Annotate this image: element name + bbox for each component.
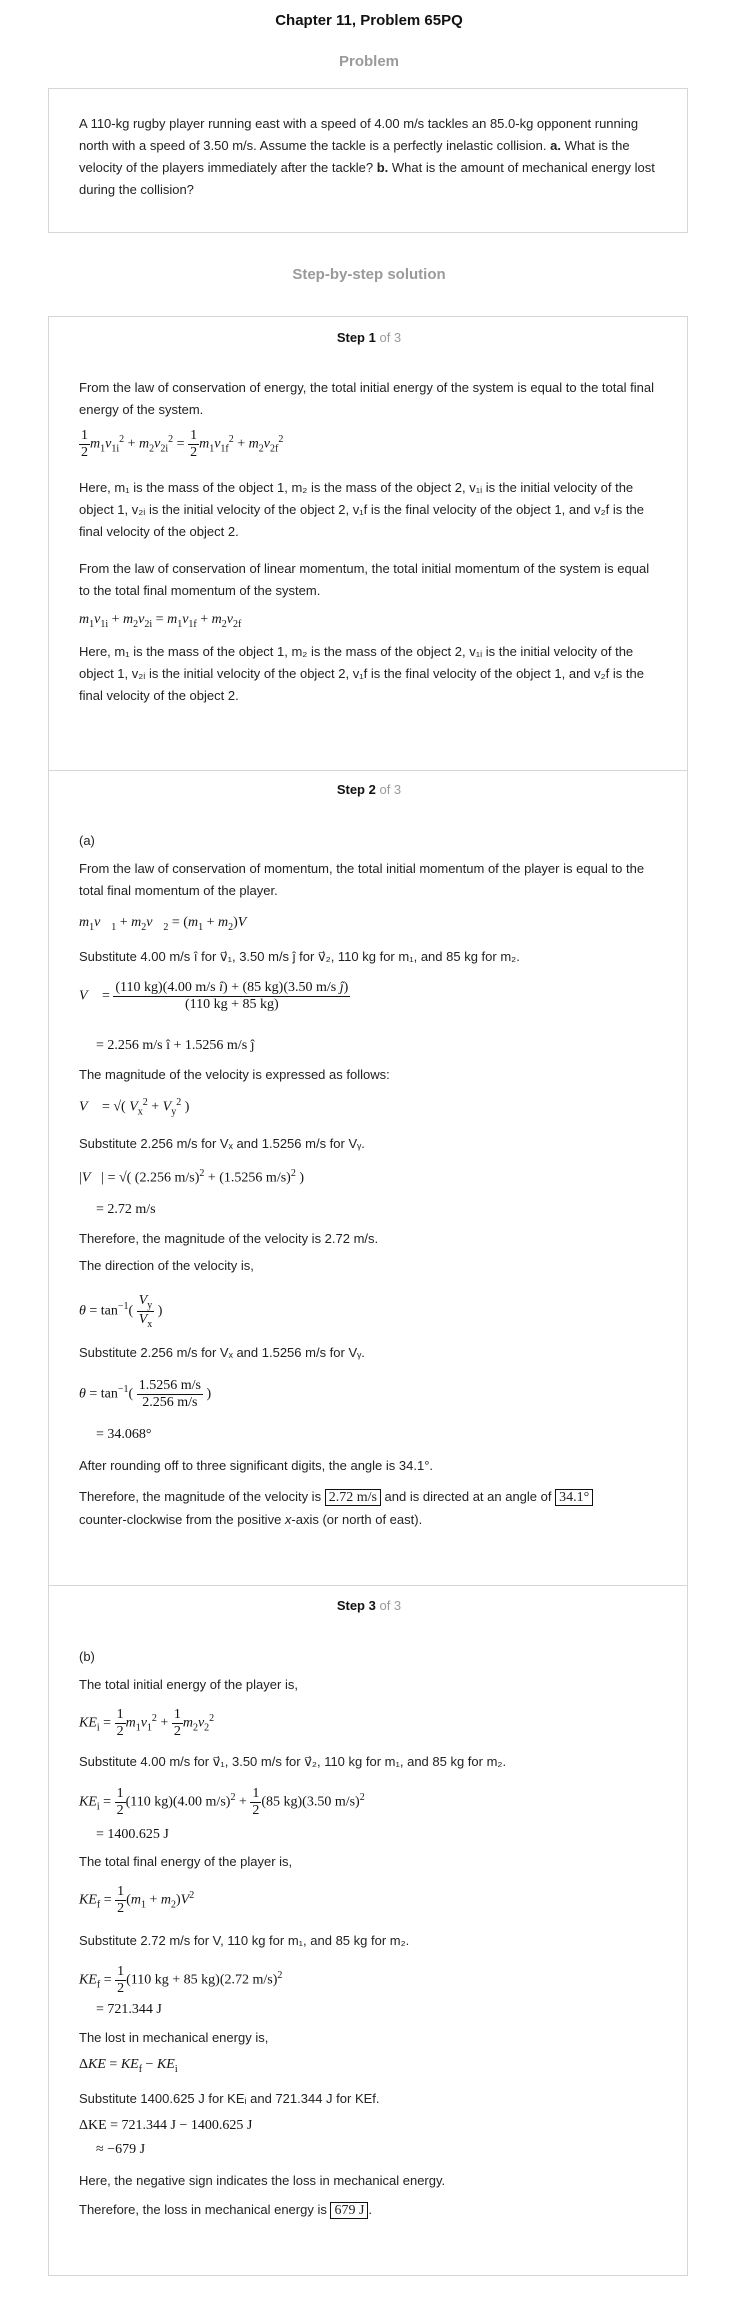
problem-text-3: What is the amount of mechanical energy lost during the collision? [79, 160, 655, 197]
step-1-label: Step 1 [336, 330, 376, 345]
initial-energy-substituted: $KE_i$ = $\frac{1}{2}$ (110 kg)(4.00 m/s)$^2$ + $\frac{1}{2}$ (85 kg)(3.50 m/s)$^2$ [79, 1786, 365, 1818]
part-b-label: b. [376, 160, 389, 175]
step-2-para-1: From the law of conservation of momentum, the total initial momentum of the player is equal to the total final momentum of the player. [79, 861, 645, 898]
page-title: Chapter 11, Problem 65PQ [275, 12, 463, 29]
final-velocity-box: 2.72 m/s [325, 1489, 381, 1506]
final-text-3: counter-clockwise from the positive [79, 1512, 285, 1527]
step-2-final-answer [79, 1486, 659, 1531]
momentum-conservation-equation: $m_1v_{1i} + m_2v_{2i} = m_1v_{1f} + m_2v_{2f}$ [79, 612, 242, 630]
solution-heading: Step-by-step solution [292, 266, 446, 283]
final-energy-formula: $KE_f$ = $\frac{1}{2}$ $(m_1 + m_2)V^2$ [79, 1884, 195, 1916]
step-3-of: of 3 [379, 1598, 402, 1613]
step-divider [48, 770, 688, 771]
step-3-substitute-2: Substitute 2.72 m/s for V, 110 kg for m₁, and 85 kg for m₂. [79, 1933, 410, 1948]
final-text-4: -axis (or north of east). [291, 1512, 423, 1527]
step-2-of: of 3 [379, 782, 402, 797]
step-2-header [0, 782, 738, 797]
problem-text-1: A 110-kg rugby player running east with a speed of 4.00 m/s tackles an 85.0-kg opponent running north with a speed of 3.50 m/s. Assume the tackle is a perfectly inelastic collision. [79, 116, 639, 153]
energy-loss-substituted: ΔKE = 721.344 J − 1400.625 J [79, 2118, 253, 2133]
step-1-para-4: Here, m₁ is the mass of the object 1, m₂ is the mass of the object 2, v₁ᵢ is the initial velocity of the object 1, v₂ᵢ is the initial velocity of the object 2, v₁f is the final velocity of the object 1, and v₂f is the final velocity of the object 2. [79, 644, 644, 703]
magnitude-result: = 2.72 m/s [96, 1202, 156, 1217]
step-1-para-3: From the law of conservation of linear momentum, the total initial momentum of the system is equal to the total final momentum of the system. [79, 561, 650, 598]
final-text-1: Therefore, the magnitude of the velocity is [79, 1489, 325, 1504]
step-2-label: Step 2 [336, 782, 376, 797]
final-energy-result: = 721.344 J [96, 2002, 162, 2017]
initial-energy-result: = 1400.625 J [96, 1827, 169, 1842]
direction-substituted: $\theta = \tan^{-1}$( $\frac{1.5256 m/s}{2.256 m/s}$ ) [79, 1378, 212, 1410]
step-3-part-label: (b) [79, 1649, 95, 1664]
magnitude-formula: V⃗ = √( $V_x^2 + V_y^2$ ) [79, 1097, 190, 1118]
step-1-of: of 3 [379, 330, 402, 345]
magnitude-substituted: |V⃗| = √( (2.256 m/s)$^2$ + (1.5256 m/s)$^2$ ) [79, 1168, 304, 1186]
step-1-header [0, 330, 738, 345]
step-2-substitute-1: Substitute 4.00 m/s î for v⃗₁, 3.50 m/s ĵ for v⃗₂, 110 kg for m₁, and 85 kg for m₂. [79, 949, 520, 964]
step-2-substitute-3: Substitute 2.256 m/s for Vₓ and 1.5256 m/s for Vᵧ. [79, 1345, 365, 1360]
momentum-vector-equation: $m_1v⃗_1$ + $m_2v⃗_2 = (m_1$ + $m_2)V⃗$ [79, 915, 258, 933]
energy-loss-result: ≈ −679 J [96, 2142, 146, 2157]
step-2-para-3: Therefore, the magnitude of the velocity is 2.72 m/s. [79, 1231, 379, 1246]
problem-heading: Problem [338, 53, 399, 70]
step-3-final-answer [79, 2199, 659, 2222]
step-2-para-5: After rounding off to three significant digits, the angle is 34.1°. [79, 1458, 434, 1473]
step-1-para-1: From the law of conservation of energy, the total initial energy of the system is equal to the total final energy of the system. [79, 380, 654, 417]
final-energy-text-1: Therefore, the loss in mechanical energy is [79, 2202, 331, 2217]
problem-text-2: What is the velocity of the players immediately after the tackle? [79, 138, 630, 175]
initial-energy-formula: $KE_i$ = $\frac{1}{2}$ $m_1v_1^2$ + $\frac{1}{2}$ $m_2v_2^2$ [79, 1707, 215, 1739]
step-3-label: Step 3 [336, 1598, 376, 1613]
step-1-para-2: Here, m₁ is the mass of the object 1, m₂ is the mass of the object 2, v₁ᵢ is the initial velocity of the object 1, v₂ᵢ is the initial velocity of the object 2, v₁f is the final velocity of the object 1, and v₂f is the final velocity of the object 2. [79, 480, 644, 539]
step-2-para-2: The magnitude of the velocity is expressed as follows: [79, 1067, 390, 1082]
problem-text [79, 113, 659, 201]
direction-formula: $\theta = \tan^{-1}$( $\frac{V_y}{V_x}$ ) [79, 1293, 163, 1330]
step-divider [48, 1585, 688, 1586]
direction-result: = 34.068° [96, 1427, 152, 1442]
step-3-para-1: The total initial energy of the player is, [79, 1677, 298, 1692]
step-2-para-4: The direction of the velocity is, [79, 1258, 254, 1273]
step-3-para-2: The total final energy of the player is, [79, 1854, 293, 1869]
step-2-part-label: (a) [79, 833, 95, 848]
velocity-fraction-equation: V⃗ = $\frac{\text{(110 kg)(4.00 m/s î) + (85 kg)(3.50 m/s ĵ)}}{(110 kg + 85 kg)}$ [79, 980, 349, 1012]
step-3-substitute-3: Substitute 1400.625 J for KEᵢ and 721.344 J for KEf. [79, 2091, 380, 2106]
final-energy-substituted: $KE_f$ = $\frac{1}{2}$ (110 kg + 85 kg)(2.72 m/s)$^2$ [79, 1964, 283, 1996]
step-3-para-3: The lost in mechanical energy is, [79, 2030, 269, 2045]
final-energy-text-2: . [368, 2202, 373, 2217]
final-energy-box: 679 J [330, 2202, 368, 2219]
velocity-result: = 2.256 m/s î + 1.5256 m/s ĵ [96, 1038, 255, 1053]
step-3-header [0, 1598, 738, 1613]
final-text-2: and is directed at an angle of [380, 1489, 556, 1504]
energy-conservation-equation: $\frac{1}{2}$ $m_1v_{1i}^2 + m_2v_{2i}^2$ = $\frac{1}{2}$ $m_1v_{1f}^2 + m_2v_{2f}^2$ [81, 428, 284, 460]
final-axis: x [284, 1512, 292, 1527]
part-a-label: a. [550, 138, 561, 153]
energy-loss-formula: $\Delta KE = KE_f - KE_i$ [79, 2057, 178, 2075]
step-3-para-4: Here, the negative sign indicates the loss in mechanical energy. [79, 2173, 446, 2188]
step-3-substitute-1: Substitute 4.00 m/s for v⃗₁, 3.50 m/s for v⃗₂, 110 kg for m₁, and 85 kg for m₂. [79, 1754, 507, 1769]
final-angle-box: 34.1° [555, 1489, 593, 1506]
step-2-substitute-2: Substitute 2.256 m/s for Vₓ and 1.5256 m/s for Vᵧ. [79, 1136, 365, 1151]
